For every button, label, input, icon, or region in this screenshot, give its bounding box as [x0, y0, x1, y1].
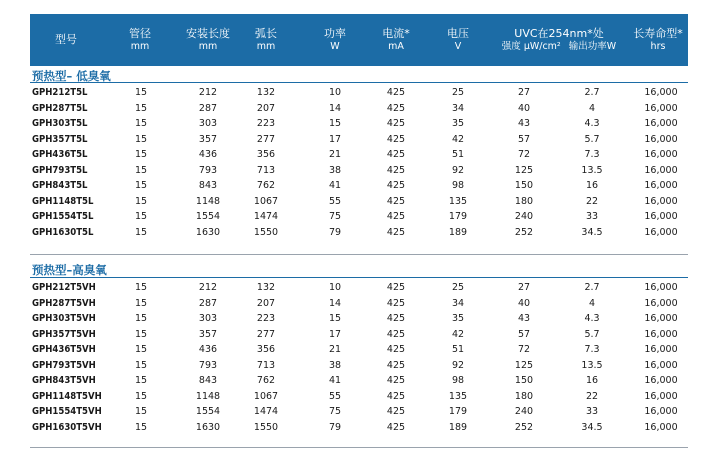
table-cell: 14	[328, 297, 342, 309]
table-cell: 41	[328, 180, 342, 191]
table-cell: 212	[198, 87, 218, 98]
table-row	[30, 118, 688, 132]
table-cell: 7.3	[584, 344, 600, 355]
table-cell: 15	[134, 421, 148, 433]
table-cell: 357	[198, 328, 218, 340]
table-cell: 425	[386, 359, 406, 371]
table-cell: 240	[514, 406, 534, 417]
table-cell: 15	[134, 87, 148, 98]
table-cell: 15	[134, 390, 148, 402]
table-cell: 1550	[253, 421, 279, 433]
table-cell: 75	[328, 211, 342, 222]
table-cell: 7.3	[584, 149, 600, 160]
table-cell: 15	[328, 118, 342, 129]
table-cell: 15	[134, 359, 148, 371]
table-cell: 252	[514, 226, 534, 238]
table-cell: 223	[256, 118, 276, 129]
table-cell: 425	[386, 180, 406, 191]
table-cell: 33	[585, 406, 599, 417]
table-cell: 16,000	[644, 164, 678, 176]
table-cell: 57	[517, 133, 531, 145]
table-cell: 10	[328, 87, 342, 98]
table-cell: 40	[517, 297, 531, 309]
table-cell: 40	[517, 102, 531, 114]
table-cell: 303	[198, 118, 218, 129]
cell-model: GPH212T5L	[32, 87, 88, 98]
table-cell: 793	[198, 359, 218, 371]
table-cell: 22	[585, 195, 599, 207]
table-cell: 42	[451, 133, 465, 145]
cell-model: GPH1148T5L	[32, 195, 94, 207]
table-cell: 16,000	[644, 297, 678, 309]
table-cell: 1630	[195, 226, 221, 238]
table-cell: 16,000	[644, 328, 678, 340]
cell-model: GPH287T5VH	[32, 297, 96, 309]
table-cell: 2.7	[584, 87, 600, 98]
table-cell: 16,000	[644, 375, 678, 386]
table-cell: 16,000	[644, 421, 678, 433]
table-cell: 1550	[253, 226, 279, 238]
table-cell: 16,000	[644, 133, 678, 145]
header-power: 功率 W	[324, 27, 346, 52]
table-cell: 425	[386, 406, 406, 417]
cell-model: GPH1554T5VH	[32, 406, 102, 417]
table-cell: 223	[256, 313, 276, 324]
table-cell: 135	[448, 195, 468, 207]
table-cell: 15	[134, 118, 148, 129]
cell-model: GPH436T5L	[32, 149, 88, 160]
table-cell: 207	[256, 297, 276, 309]
table-row	[30, 87, 688, 101]
table-cell: 277	[256, 328, 276, 340]
header-life: 长寿命型* hrs	[633, 27, 683, 52]
table-cell: 79	[328, 226, 342, 238]
table-cell: 357	[198, 133, 218, 145]
table-row	[30, 227, 688, 241]
table-cell: 43	[517, 313, 531, 324]
table-cell: 22	[585, 390, 599, 402]
table-cell: 287	[198, 102, 218, 114]
header-uvc-output: 输出功率W	[568, 41, 617, 52]
table-cell: 1067	[253, 195, 279, 207]
table-row	[30, 180, 688, 194]
section-divider	[30, 254, 688, 255]
table-cell: 356	[256, 149, 276, 160]
table-cell: 436	[198, 344, 218, 355]
table-row	[30, 298, 688, 312]
table-cell: 4	[588, 297, 596, 309]
table-cell: 16,000	[644, 313, 678, 324]
table-cell: 75	[328, 406, 342, 417]
table-cell: 14	[328, 102, 342, 114]
table-cell: 13.5	[581, 164, 603, 176]
table-cell: 1554	[195, 211, 221, 222]
cell-model: GPH357T5L	[32, 133, 88, 145]
table-cell: 2.7	[584, 282, 600, 293]
table-row	[30, 329, 688, 343]
table-row	[30, 211, 688, 225]
table-cell: 21	[328, 149, 342, 160]
table-cell: 15	[328, 313, 342, 324]
table-cell: 303	[198, 313, 218, 324]
table-cell: 34	[451, 297, 465, 309]
table-cell: 55	[328, 195, 342, 207]
cell-model: GPH1554T5L	[32, 211, 94, 222]
cell-model: GPH793T5VH	[32, 359, 96, 371]
table-cell: 27	[517, 87, 531, 98]
table-cell: 57	[517, 328, 531, 340]
table-cell: 16,000	[644, 102, 678, 114]
section-divider	[30, 277, 688, 278]
header-uvc: UVC在254nm*处 强度 μW/cm² 输出功率W	[490, 27, 628, 53]
table-cell: 15	[134, 180, 148, 191]
table-cell: 212	[198, 282, 218, 293]
table-cell: 51	[451, 344, 465, 355]
table-row	[30, 134, 688, 148]
table-cell: 16	[585, 375, 599, 386]
table-cell: 425	[386, 133, 406, 145]
header-current: 电流* mA	[382, 27, 410, 52]
table-cell: 277	[256, 133, 276, 145]
header-diameter: 管径 mm	[129, 27, 151, 52]
table-cell: 16,000	[644, 211, 678, 222]
table-cell: 42	[451, 328, 465, 340]
table-cell: 180	[514, 390, 534, 402]
table-cell: 425	[386, 164, 406, 176]
section-divider	[30, 82, 688, 83]
table-row	[30, 375, 688, 389]
table-cell: 4.3	[584, 313, 600, 324]
table-cell: 15	[134, 328, 148, 340]
table-cell: 15	[134, 226, 148, 238]
table-cell: 15	[134, 344, 148, 355]
table-row	[30, 406, 688, 420]
table-row	[30, 344, 688, 358]
table-cell: 1148	[195, 390, 221, 402]
table-cell: 10	[328, 282, 342, 293]
table-cell: 713	[256, 164, 276, 176]
table-cell: 55	[328, 390, 342, 402]
table-cell: 425	[386, 195, 406, 207]
table-cell: 16,000	[644, 87, 678, 98]
table-cell: 41	[328, 375, 342, 386]
cell-model: GPH357T5VH	[32, 328, 96, 340]
cell-model: GPH1630T5VH	[32, 421, 102, 433]
table-cell: 179	[448, 406, 468, 417]
table-bottom-rule	[30, 447, 688, 448]
table-cell: 15	[134, 102, 148, 114]
table-cell: 125	[514, 164, 534, 176]
table-cell: 713	[256, 359, 276, 371]
table-cell: 1474	[253, 211, 279, 222]
table-cell: 72	[517, 344, 531, 355]
table-cell: 16,000	[644, 406, 678, 417]
table-row	[30, 282, 688, 296]
cell-model: GPH212T5VH	[32, 282, 96, 293]
section-title-low-ozone: 预热型– 低臭氧	[32, 69, 111, 83]
table-cell: 189	[448, 421, 468, 433]
table-cell: 51	[451, 149, 465, 160]
cell-model: GPH793T5L	[32, 164, 88, 176]
table-cell: 179	[448, 211, 468, 222]
header-arc-length: 弧长 mm	[255, 27, 277, 52]
table-cell: 425	[386, 87, 406, 98]
table-cell: 843	[198, 180, 218, 191]
table-cell: 17	[328, 328, 342, 340]
table-cell: 425	[386, 226, 406, 238]
table-cell: 27	[517, 282, 531, 293]
table-cell: 33	[585, 211, 599, 222]
table-cell: 16,000	[644, 118, 678, 129]
header-voltage: 电压 V	[447, 27, 469, 52]
table-row	[30, 103, 688, 117]
table-cell: 1554	[195, 406, 221, 417]
table-cell: 15	[134, 133, 148, 145]
table-cell: 17	[328, 133, 342, 145]
table-cell: 15	[134, 211, 148, 222]
table-row	[30, 313, 688, 327]
table-cell: 16	[585, 180, 599, 191]
table-cell: 16,000	[644, 344, 678, 355]
table-cell: 15	[134, 195, 148, 207]
table-cell: 15	[134, 282, 148, 293]
table-cell: 16,000	[644, 226, 678, 238]
table-cell: 15	[134, 297, 148, 309]
table-cell: 16,000	[644, 180, 678, 191]
table-cell: 150	[514, 375, 534, 386]
table-cell: 13.5	[581, 359, 603, 371]
header-install-length: 安装长度 mm	[186, 27, 230, 52]
table-cell: 5.7	[584, 133, 600, 145]
table-cell: 425	[386, 421, 406, 433]
table-cell: 34.5	[581, 421, 603, 433]
header-uvc-intensity: 强度 μW/cm²	[501, 41, 561, 52]
table-cell: 98	[451, 180, 465, 191]
table-cell: 135	[448, 390, 468, 402]
table-cell: 4.3	[584, 118, 600, 129]
table-cell: 425	[386, 149, 406, 160]
cell-model: GPH287T5L	[32, 102, 88, 114]
table-row	[30, 149, 688, 163]
table-cell: 150	[514, 180, 534, 191]
table-cell: 16,000	[644, 282, 678, 293]
table-cell: 436	[198, 149, 218, 160]
table-cell: 15	[134, 149, 148, 160]
table-cell: 425	[386, 211, 406, 222]
table-cell: 425	[386, 313, 406, 324]
table-cell: 35	[451, 313, 465, 324]
cell-model: GPH843T5L	[32, 180, 88, 191]
table-cell: 43	[517, 118, 531, 129]
table-cell: 132	[256, 87, 276, 98]
cell-model: GPH843T5VH	[32, 375, 96, 386]
header-model: 型号	[55, 33, 77, 46]
table-cell: 356	[256, 344, 276, 355]
cell-model: GPH303T5VH	[32, 313, 96, 324]
table-cell: 793	[198, 164, 218, 176]
table-header	[30, 14, 688, 66]
header-uvc-sub	[490, 40, 628, 53]
table-cell: 180	[514, 195, 534, 207]
table-cell: 425	[386, 282, 406, 293]
table-cell: 252	[514, 421, 534, 433]
table-cell: 34	[451, 102, 465, 114]
table-cell: 189	[448, 226, 468, 238]
table-cell: 843	[198, 375, 218, 386]
section-title-high-ozone: 预热型–高臭氧	[32, 263, 107, 277]
table-cell: 38	[328, 164, 342, 176]
table-cell: 92	[451, 164, 465, 176]
table-cell: 425	[386, 344, 406, 355]
table-cell: 25	[451, 282, 465, 293]
table-cell: 98	[451, 375, 465, 386]
table-row	[30, 165, 688, 179]
table-cell: 1148	[195, 195, 221, 207]
table-cell: 21	[328, 344, 342, 355]
table-cell: 4	[588, 102, 596, 114]
table-cell: 15	[134, 164, 148, 176]
table-cell: 287	[198, 297, 218, 309]
table-cell: 1474	[253, 406, 279, 417]
table-cell: 15	[134, 406, 148, 417]
table-cell: 34.5	[581, 226, 603, 238]
table-cell: 762	[256, 375, 276, 386]
table-row	[30, 360, 688, 374]
table-cell: 35	[451, 118, 465, 129]
table-cell: 38	[328, 359, 342, 371]
table-cell: 425	[386, 297, 406, 309]
table-row	[30, 196, 688, 210]
table-cell: 16,000	[644, 359, 678, 371]
cell-model: GPH436T5VH	[32, 344, 96, 355]
table-cell: 79	[328, 421, 342, 433]
table-cell: 15	[134, 375, 148, 386]
table-cell: 92	[451, 359, 465, 371]
table-cell: 16,000	[644, 149, 678, 160]
table-cell: 240	[514, 211, 534, 222]
table-cell: 425	[386, 118, 406, 129]
table-cell: 425	[386, 102, 406, 114]
table-cell: 5.7	[584, 328, 600, 340]
table-cell: 25	[451, 87, 465, 98]
table-row	[30, 391, 688, 405]
table-cell: 15	[134, 313, 148, 324]
cell-model: GPH303T5L	[32, 118, 88, 129]
table-cell: 425	[386, 328, 406, 340]
cell-model: GPH1148T5VH	[32, 390, 102, 402]
table-cell: 1630	[195, 421, 221, 433]
cell-model: GPH1630T5L	[32, 226, 94, 238]
table-cell: 16,000	[644, 195, 678, 207]
table-cell: 125	[514, 359, 534, 371]
table-cell: 425	[386, 375, 406, 386]
table-cell: 72	[517, 149, 531, 160]
table-cell: 132	[256, 282, 276, 293]
table-cell: 207	[256, 102, 276, 114]
table-cell: 1067	[253, 390, 279, 402]
table-cell: 762	[256, 180, 276, 191]
table-cell: 425	[386, 390, 406, 402]
table-row	[30, 422, 688, 436]
table-cell: 16,000	[644, 390, 678, 402]
